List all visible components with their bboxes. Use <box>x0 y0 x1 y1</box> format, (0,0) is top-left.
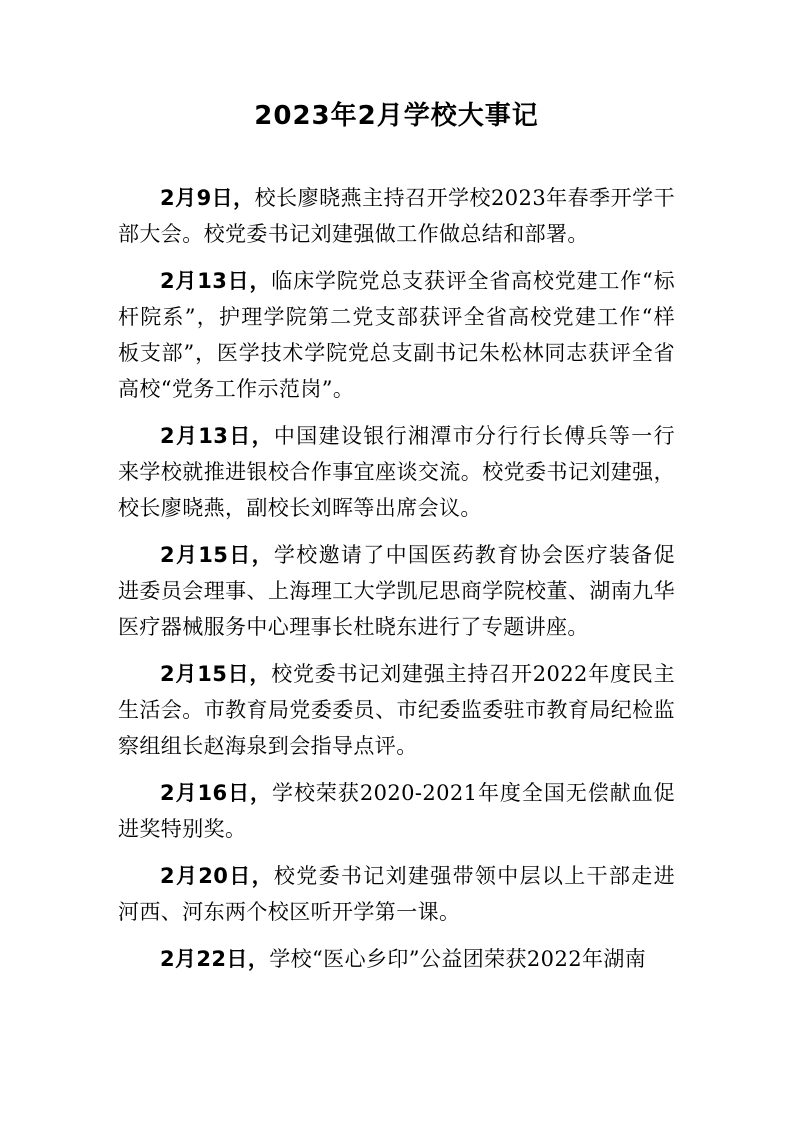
event-date: 2月9日， <box>160 186 255 210</box>
event-date: 2月13日， <box>160 269 272 293</box>
event-text: 学校荣获2020-2021年度全国无偿献血促进奖特别奖。 <box>118 781 675 841</box>
event-text: 临床学院党总支获评全省高校党建工作“标杆院系”，护理学院第二党支部获评全省高校党建工作“样板支部”，医学技术学院党总支副书记朱松林同志获评全省高校“党务工作示范岗”。 <box>118 269 675 401</box>
event-text: 学校“医心乡印”公益团荣获2022年湖南 <box>269 947 647 971</box>
event-date: 2月15日， <box>160 543 274 567</box>
event-date: 2月13日， <box>160 424 274 448</box>
event-entry <box>118 858 675 930</box>
event-text: 校党委书记刘建强带领中层以上干部走进河西、河东两个校区听开学第一课。 <box>118 864 675 924</box>
event-date: 2月20日， <box>160 864 274 888</box>
event-date: 2月22日， <box>160 947 270 971</box>
document-title: 2023年2月学校大事记 <box>254 101 539 131</box>
event-entry <box>118 180 675 252</box>
event-date: 2月15日， <box>160 662 272 686</box>
event-entry <box>118 656 675 764</box>
event-entry <box>118 775 675 847</box>
event-date: 2月16日， <box>160 781 273 805</box>
event-list <box>118 180 675 977</box>
event-text: 中国建设银行湘潭市分行行长傅兵等一行来学校就推进银校合作事宜座谈交流。校党委书记刘建强，校长廖晓燕，副校长刘晖等出席会议。 <box>118 424 675 520</box>
event-text: 校长廖晓燕主持召开学校2023年春季开学干部大会。校党委书记刘建强做工作做总结和部署。 <box>118 186 675 246</box>
event-text: 学校邀请了中国医药教育协会医疗装备促进委员会理事、上海理工大学凯尼思商学院校董、湖南九华医疗器械服务中心理事长杜晓东进行了专题讲座。 <box>118 543 675 639</box>
event-text: 校党委书记刘建强主持召开2022年度民主生活会。市教育局党委委员、市纪委监委驻市教育局纪检监察组组长赵海泉到会指导点评。 <box>118 662 675 758</box>
event-entry <box>118 941 675 977</box>
event-entry <box>118 537 675 645</box>
event-entry <box>118 418 675 526</box>
event-entry <box>118 263 675 407</box>
